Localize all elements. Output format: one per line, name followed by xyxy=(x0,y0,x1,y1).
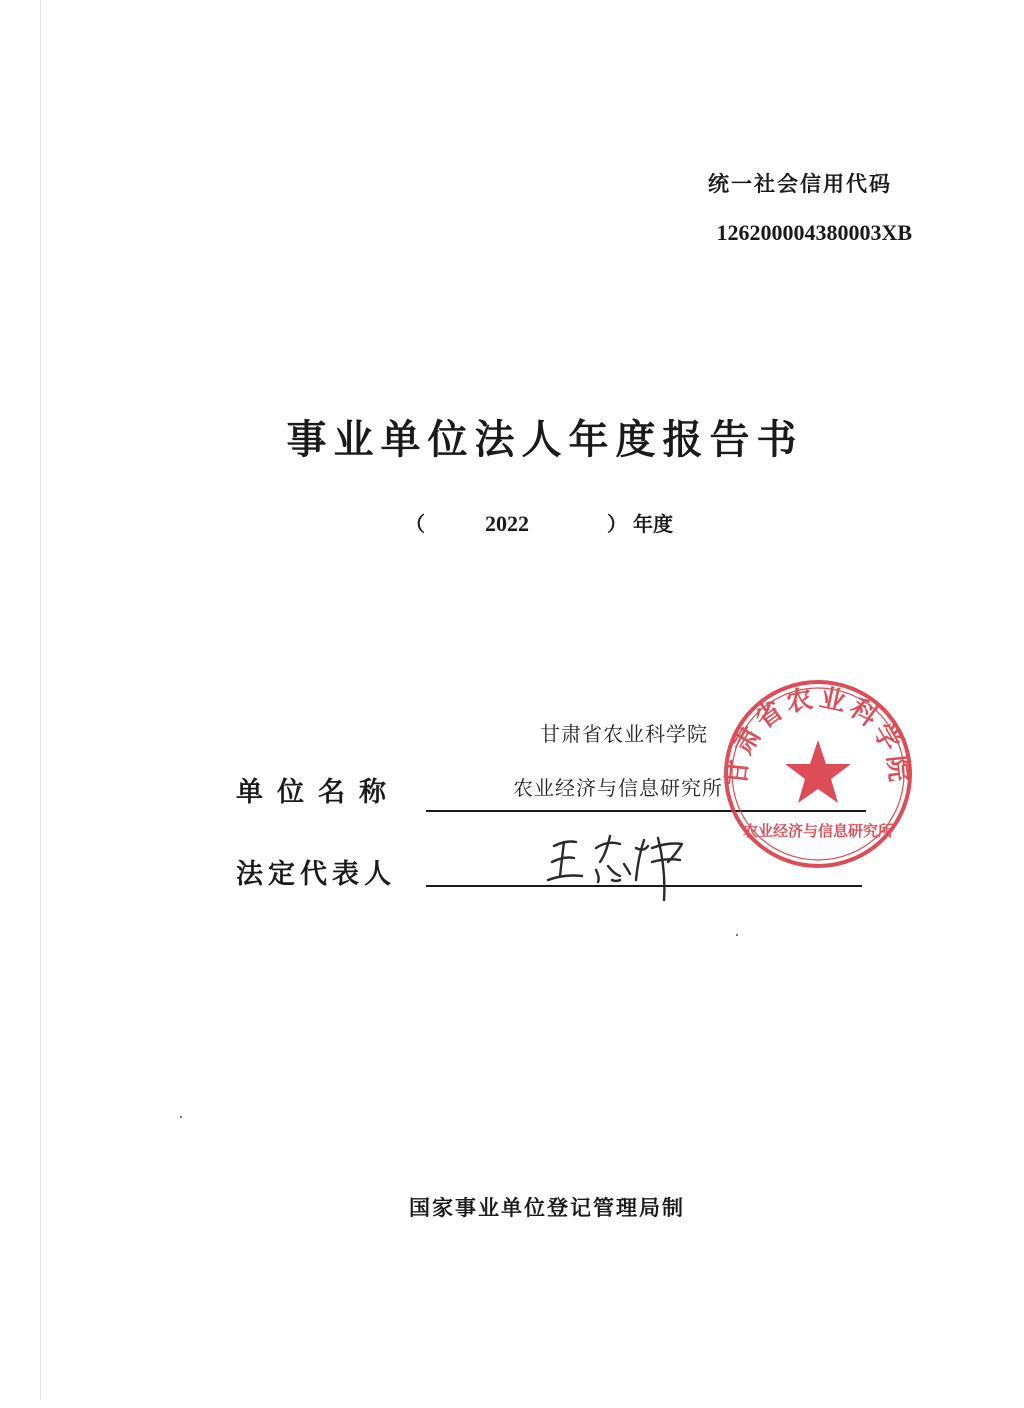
credit-code-label: 统一社会信用代码 xyxy=(708,172,892,196)
year-paren-open: （ xyxy=(405,512,425,536)
official-seal xyxy=(718,678,918,878)
unit-name-line-2: 农业经济与信息研究所 xyxy=(513,776,723,800)
unit-name-line-1: 甘肃省农业科学院 xyxy=(540,722,708,746)
unit-name-label: 单位名称 xyxy=(236,777,400,808)
legal-representative-label: 法定代表人 xyxy=(236,859,396,890)
year-paren-close: ） xyxy=(607,512,627,536)
report-year: 2022 xyxy=(485,511,529,536)
credit-code-value: 126200004380003XB xyxy=(716,220,912,245)
report-year-line xyxy=(405,508,673,537)
scan-speck xyxy=(180,1116,182,1118)
document-title: 事业单位法人年度报告书 xyxy=(286,417,804,463)
publisher-footer: 国家事业单位登记管理局制 xyxy=(409,1196,685,1220)
scan-speck xyxy=(736,934,738,936)
svg-text:农业经济与信息研究所: 农业经济与信息研究所 xyxy=(742,822,894,840)
legal-representative-signature xyxy=(540,818,700,913)
year-suffix: 年度 xyxy=(633,512,673,536)
page-edge xyxy=(40,0,41,1400)
svg-text:甘肃省农业科学院: 甘肃省农业科学院 xyxy=(721,683,915,788)
